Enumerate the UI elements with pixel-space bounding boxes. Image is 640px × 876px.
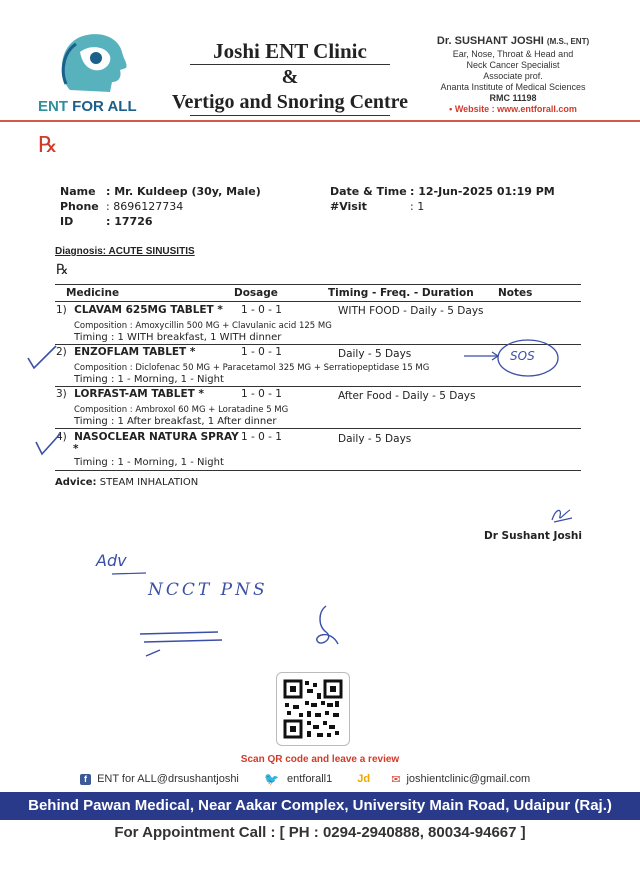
col-dosage: Dosage: [234, 287, 278, 299]
id-label: ID: [60, 215, 74, 228]
qr-code-icon: [277, 673, 349, 745]
timing-freq: Daily - 5 Days: [338, 348, 412, 360]
clinic-name-block: [160, 38, 420, 116]
facebook-icon: f: [80, 774, 91, 785]
row-num: 4): [56, 431, 67, 443]
timing-freq: Daily - 5 Days: [338, 433, 412, 445]
doctor-spec-2: Neck Cancer Specialist: [466, 60, 560, 70]
dosage: 1 - 0 - 1: [241, 304, 282, 316]
col-notes: Notes: [498, 287, 533, 299]
clinic-name: Joshi ENT Clinic: [213, 39, 367, 63]
handwritten-sos: SOS: [510, 349, 535, 363]
handwritten-underline: [110, 570, 150, 578]
email-icon: ✉: [391, 773, 401, 786]
row-divider: [55, 386, 581, 387]
medicine-name: ENZOFLAM TABLET *: [74, 346, 196, 358]
date-label: Date & Time: [330, 185, 407, 198]
timing-freq: After Food - Daily - 5 Days: [338, 390, 476, 402]
doctor-info: [420, 34, 606, 115]
composition: Composition : Diclofenac 50 MG + Paracetamol 325 MG + Serratiopeptidase 15 MG: [74, 363, 430, 373]
composition: Composition : Ambroxol 60 MG + Loratadine 5 MG: [74, 405, 289, 415]
qr-caption: Scan QR code and leave a review: [240, 754, 400, 765]
logo-wordmark: [38, 98, 137, 115]
row-divider: [55, 428, 581, 429]
timing-line: Timing : 1 WITH breakfast, 1 WITH dinner: [74, 332, 282, 343]
qr-code[interactable]: [276, 672, 350, 746]
header-divider: [0, 120, 640, 122]
signature-name: Dr Sushant Joshi: [484, 530, 582, 542]
doctor-spec-1: Ear, Nose, Throat & Head and: [452, 49, 574, 59]
head-profile-icon: [40, 22, 160, 102]
diagnosis: Diagnosis: ACUTE SINUSITIS: [55, 246, 195, 257]
phone-value: : 8696127734: [106, 200, 184, 213]
doctor-degree: (M.S., ENT): [546, 37, 590, 46]
timing-line: Timing : 1 - Morning, 1 - Night: [74, 457, 224, 468]
medicine-name: LORFAST-AM TABLET *: [74, 388, 204, 400]
check-mark-icon: [30, 428, 66, 460]
social-row: [80, 772, 530, 786]
email-address[interactable]: joshientclinic@gmail.com: [406, 773, 531, 785]
rx-symbol-small: ℞: [56, 263, 69, 278]
handwritten-adv: Adv: [96, 551, 127, 570]
row-num: 2): [56, 346, 67, 358]
table-row: [56, 346, 195, 358]
advice: [55, 477, 198, 488]
name-label: Name: [60, 185, 96, 198]
id-value: : 17726: [106, 215, 153, 228]
dosage: 1 - 0 - 1: [241, 346, 282, 358]
facebook-handle[interactable]: ENT for ALL@drsushantjoshi: [97, 773, 239, 785]
address-text: Behind Pawan Medical, Near Aakar Complex, University Main Road, Udaipur (Raj.): [28, 797, 612, 814]
timing-line: Timing : 1 After breakfast, 1 After dinner: [74, 416, 277, 427]
doctor-name-line: [420, 34, 606, 49]
visit-label: #Visit: [330, 200, 367, 213]
table-row: [56, 431, 239, 443]
row-num: 1): [56, 304, 67, 316]
table-row: [56, 304, 223, 316]
table-bottom-line: [55, 470, 581, 471]
col-medicine: Medicine: [66, 287, 120, 299]
doctor-name: Dr. SUSHANT JOSHI: [436, 35, 544, 47]
dosage: 1 - 0 - 1: [241, 431, 282, 443]
date-value: : 12-Jun-2025 01:19 PM: [410, 185, 555, 198]
rx-symbol: ℞: [38, 132, 58, 157]
justdial-icon: Jd: [357, 773, 371, 785]
twitter-handle[interactable]: entforall1: [286, 773, 333, 785]
table-row: [56, 388, 204, 400]
handwritten-marks: [136, 600, 376, 664]
table-header-line: [55, 301, 581, 302]
logo-text-ent: ENT: [38, 98, 73, 115]
composition: Composition : Amoxycillin 500 MG + Clavulanic acid 125 MG: [74, 321, 332, 331]
doctor-signature: [548, 504, 576, 526]
doctor-institute: Ananta Institute of Medical Sciences: [440, 82, 586, 92]
logo-text-forall: FOR ALL: [72, 98, 137, 115]
timing-line: Timing : 1 - Morning, 1 - Night: [74, 374, 224, 385]
doctor-title: Associate prof.: [483, 71, 543, 81]
name-value: : Mr. Kuldeep (30y, Male): [106, 185, 261, 198]
col-timing: Timing - Freq. - Duration: [328, 287, 474, 299]
visit-value: : 1: [410, 200, 425, 213]
phone-label: Phone: [60, 200, 99, 213]
row-num: 3): [56, 388, 67, 400]
website-link[interactable]: • Website : www.entforall.com: [449, 104, 577, 114]
twitter-icon: 🐦: [263, 772, 279, 786]
address-bar: [0, 792, 640, 820]
timing-freq: WITH FOOD - Daily - 5 Days: [338, 305, 484, 317]
clinic-divider-2: [190, 115, 390, 116]
table-top-line: [55, 284, 581, 285]
handwritten-ncct-pns: NCCT PNS: [148, 580, 268, 600]
check-mark-icon: [22, 342, 62, 372]
medicine-name: CLAVAM 625MG TABLET *: [74, 304, 223, 316]
patient-info-right: [330, 184, 555, 214]
advice-value: STEAM INHALATION: [96, 477, 199, 488]
dosage: 1 - 0 - 1: [241, 388, 282, 400]
medicine-name: NASOCLEAR NATURA SPRAY: [74, 431, 239, 443]
advice-label: Advice:: [55, 477, 97, 488]
doctor-rmc: RMC 11198: [489, 93, 537, 103]
patient-info-left: [60, 184, 261, 229]
clinic-ampersand: &: [281, 66, 299, 88]
appointment-line: For Appointment Call : [ PH : 0294-2940888, 80034-94667 ]: [114, 824, 526, 841]
medicine-star: *: [73, 443, 79, 455]
clinic-subtitle: Vertigo and Snoring Centre: [171, 91, 409, 113]
